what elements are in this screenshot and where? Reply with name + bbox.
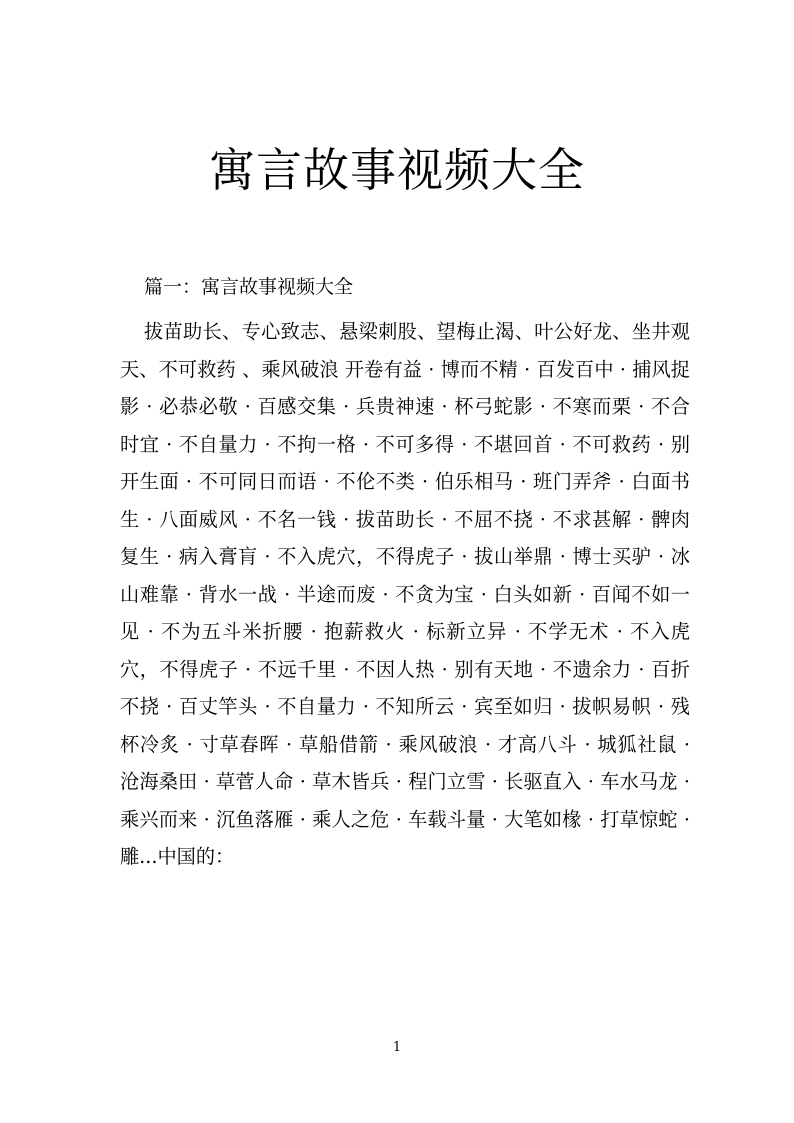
document-title: 寓言故事视频大全 [209, 143, 585, 197]
body-paragraph: 拔苗助长、专心致志、悬梁刺股、望梅止渴、叶公好龙、坐井观天、不可救药 、乘风破浪 开卷有益 · 博而不精 · 百发百中 · 捕风捉影 · 必恭必敬 · 百感交集 · 兵贵神速 · 杯弓蛇影 · 不寒而栗 · 不合时宜 · 不自量力 · 不拘一格 · 不可多得 · 不堪回首 · 不可救药 · 别开生面 · 不可同日而语 · 不伦不类 · 伯乐相马 · 班门弄斧 · 白面书生 · 八面威风 · 不名一钱 · 拔苗助长 · 不屈不挠 · 不求甚解 · 髀肉复生 · 病入膏肓 · 不入虎穴，不得虎子 · 拔山举鼎 · 博士买驴 · 冰山难靠 · 背水一战 · 半途而废 · 不贪为宝 · 白头如新 · 百闻不如一见 · 不为五斗米折腰 · 抱薪救火 · 标新立异 · 不学无术 · 不入虎穴，不得虎子 · 不远千里 · 不因人热 · 别有天地 · 不遗余力 · 百折不挠 · 百丈竿头 · 不自量力 · 不知所云 · 宾至如归 · 拔帜易帜 · 残杯冷炙 · 寸草春晖 · 草船借箭 · 乘风破浪 · 才高八斗 · 城狐社鼠 · 沧海桑田 · 草菅人命 · 草木皆兵 · 程门立雪 · 长驱直入 · 车水马龙 · 乘兴而来 · 沉鱼落雁 · 乘人之危 · 车载斗量 · 大笔如椽 · 打草惊蛇 · 雕...中国的： [120, 320, 690, 868]
section-heading: 篇一：寓言故事视频大全 [144, 276, 354, 298]
page-number: 1 [392, 1040, 402, 1055]
